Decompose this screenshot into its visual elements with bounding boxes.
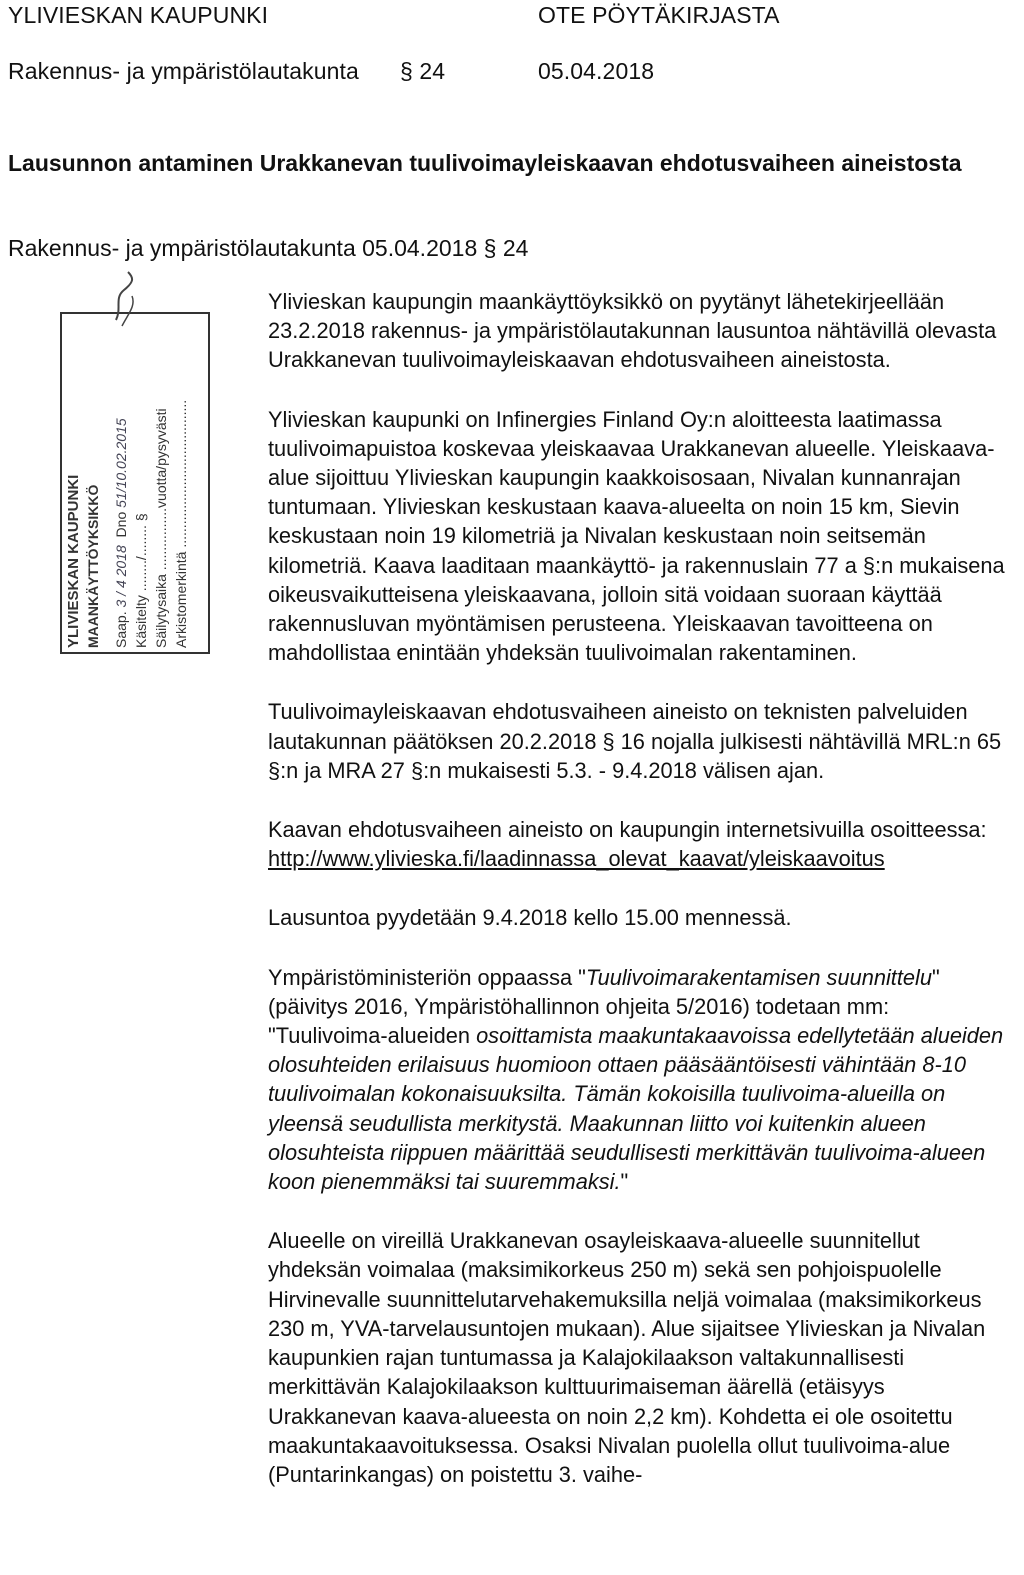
stamp-org: YLIVIESKAN KAUPUNKI xyxy=(65,474,82,648)
stamp-handled-row: Käsitelty ......../........ § xyxy=(133,513,149,648)
stamp-dno-value: 51/10.02.2015 xyxy=(113,418,129,508)
sub-header: Rakennus- ja ympäristölautakunta 05.04.2018 § 24 xyxy=(8,235,529,261)
stamp-received-row xyxy=(113,318,133,648)
stamp-received-label: Saap. xyxy=(113,611,129,648)
quote-open: Ympäristöministeriön oppaassa " xyxy=(268,964,586,990)
stamp-archive-row: Arkistomerkintä ...................................... xyxy=(173,399,189,648)
paragraph-website xyxy=(268,815,1008,873)
document-title: Lausunnon antaminen Urakkanevan tuulivoimayleiskaavan ehdotusvaiheen aineistosta xyxy=(8,150,962,176)
plan-materials-link[interactable]: http://www.ylivieska.fi/laadinnassa_olevat_kaavat/yleiskaavoitus xyxy=(268,846,885,872)
organization-name: YLIVIESKAN KAUPUNKI xyxy=(8,2,269,28)
body-text xyxy=(268,287,1008,1519)
paragraph-deadline: Lausuntoa pyydetään 9.4.2018 kello 15.00 mennessä. xyxy=(268,905,792,931)
handwritten-mark-icon xyxy=(108,268,142,328)
quote-text: osoittamista maakuntakaavoissa edellytetään alueiden olosuhteiden erilaisuus huomioon ottaen pääsääntöisesti vähintään 8-10 tuulivoimalan kokonaisuuksilta. Tämän kokoisilla tuulivoima-alueilla on yleensä seudullista merkitystä. Maakunnan liitto voi kuitenkin alueen olosuhteista riippuen määrittää seudullisesti merkittävän tuulivoima-alueen koon pienemmäksi tai suuremmaksi. xyxy=(268,1023,1004,1195)
paragraph-public-display: Tuulivoimayleiskaavan ehdotusvaiheen aineisto on teknisten palveluiden lautakunnan päätöksen 20.2.2018 § 16 nojalla julkisesti nähtävillä MRL:n 65 §:n ja MRA 27 §:n mukaisesti 5.3. - 9.4.2018 välisen ajan. xyxy=(268,699,1002,783)
paragraph-request: Ylivieskan kaupungin maankäyttöyksikkö on pyytänyt lähetekirjeellään 23.2.2018 rakennus- ja ympäristölautakunnan lausuntoa nähtävillä olevasta Urakkanevan tuulivoimayleiskaavan ehdotusvaiheen aineistosta. xyxy=(268,289,997,373)
stamp-received-value: 3 / 4 2018 xyxy=(113,545,129,608)
committee-name: Rakennus- ja ympäristölautakunta xyxy=(8,58,359,84)
stamp-retention-label: Säilytysaika xyxy=(153,574,169,648)
paragraph-nearby-projects: Alueelle on vireillä Urakkanevan osayleiskaava-alueelle suunnitellut yhdeksän voimalaa (maksimikorkeus 250 m) sekä sen pohjoispuolelle Hirvinevalle suunnittelutarvehakemuksilla neljä voimalaa (maksimikorkeus 230 m, YVA-tarvelausuntojen mukaan). Alue sijaitsee Ylivieskan ja Nivalan kaupunkien rajan tuntumassa ja Kalajokilaakson valtakunnallisesti merkittävän Kalajokilaakson kulttuurimaiseman äärellä (etäisyys Urakkanevan kaava-alueesta on noin 2,2 km). Kohdetta ei ole osoitettu maakuntakaavoituksessa. Osaksi Nivalan puolella ollut tuulivoima-alue (Puntarinkangas) on poistettu 3. vaihe- xyxy=(268,1228,986,1487)
section-number: § 24 xyxy=(400,58,446,84)
stamp-unit: MAANKÄYTTÖYKSIKKÖ xyxy=(85,484,101,648)
meeting-date: 05.04.2018 xyxy=(538,58,655,84)
stamp-handled-label: Käsitelty xyxy=(133,595,149,648)
stamp-dno-label: Dno xyxy=(113,511,129,538)
guide-title: Tuulivoimarakentamisen suunnittelu xyxy=(585,964,932,990)
received-stamp xyxy=(60,312,210,654)
stamp-archive-label: Arkistomerkintä xyxy=(173,551,189,648)
stamp-retention-suffix: vuotta/pysyvästi xyxy=(153,408,169,508)
stamp-content xyxy=(65,318,205,648)
stamp-retention-row: Säilytysaika ................vuotta/pysyvästi xyxy=(153,408,169,648)
stamp-handled-value: / xyxy=(133,556,149,561)
quote-close: " xyxy=(620,1169,629,1195)
stamp-section-label: § xyxy=(133,513,149,522)
website-intro: Kaavan ehdotusvaiheen aineisto on kaupungin internetsivuilla osoitteessa: xyxy=(268,817,987,843)
quote-intro: " (päivitys 2016, Ympäristöhallinnon ohjeita 5/2016) todetaan mm: "Tuulivoima-alueiden xyxy=(268,964,940,1049)
document-type: OTE PÖYTÄKIRJASTA xyxy=(538,2,780,28)
paragraph-guide-quote xyxy=(268,963,1008,1197)
paragraph-background: Ylivieskan kaupunki on Infinergies Finland Oy:n aloitteesta laatimassa tuulivoimapuistoa koskevaa yleiskaavaa Urakkanevan alueelle. Yleiskaava-alue sijoittuu Ylivieskan kaupungin kaakkoisosaan, Nivalan kunnanrajan tuntumaan. Ylivieskan keskustaan kaava-alueelta on noin 15 km, Sievin keskustaan noin 19 kilometriä ja Nivalan keskustaan noin seitsemän kilometriä. Kaava laaditaan maankäyttö- ja rakennuslain 77 a §:n mukaisena oikeusvaikutteisena yleiskaavana, jolloin sitä voidaan suoraan käyttää rakennusluvan myöntämisen perusteena. Yleiskaavan tavoitteena on mahdollistaa enintään yhdeksän tuulivoimalan rakentaminen. xyxy=(268,406,1005,666)
